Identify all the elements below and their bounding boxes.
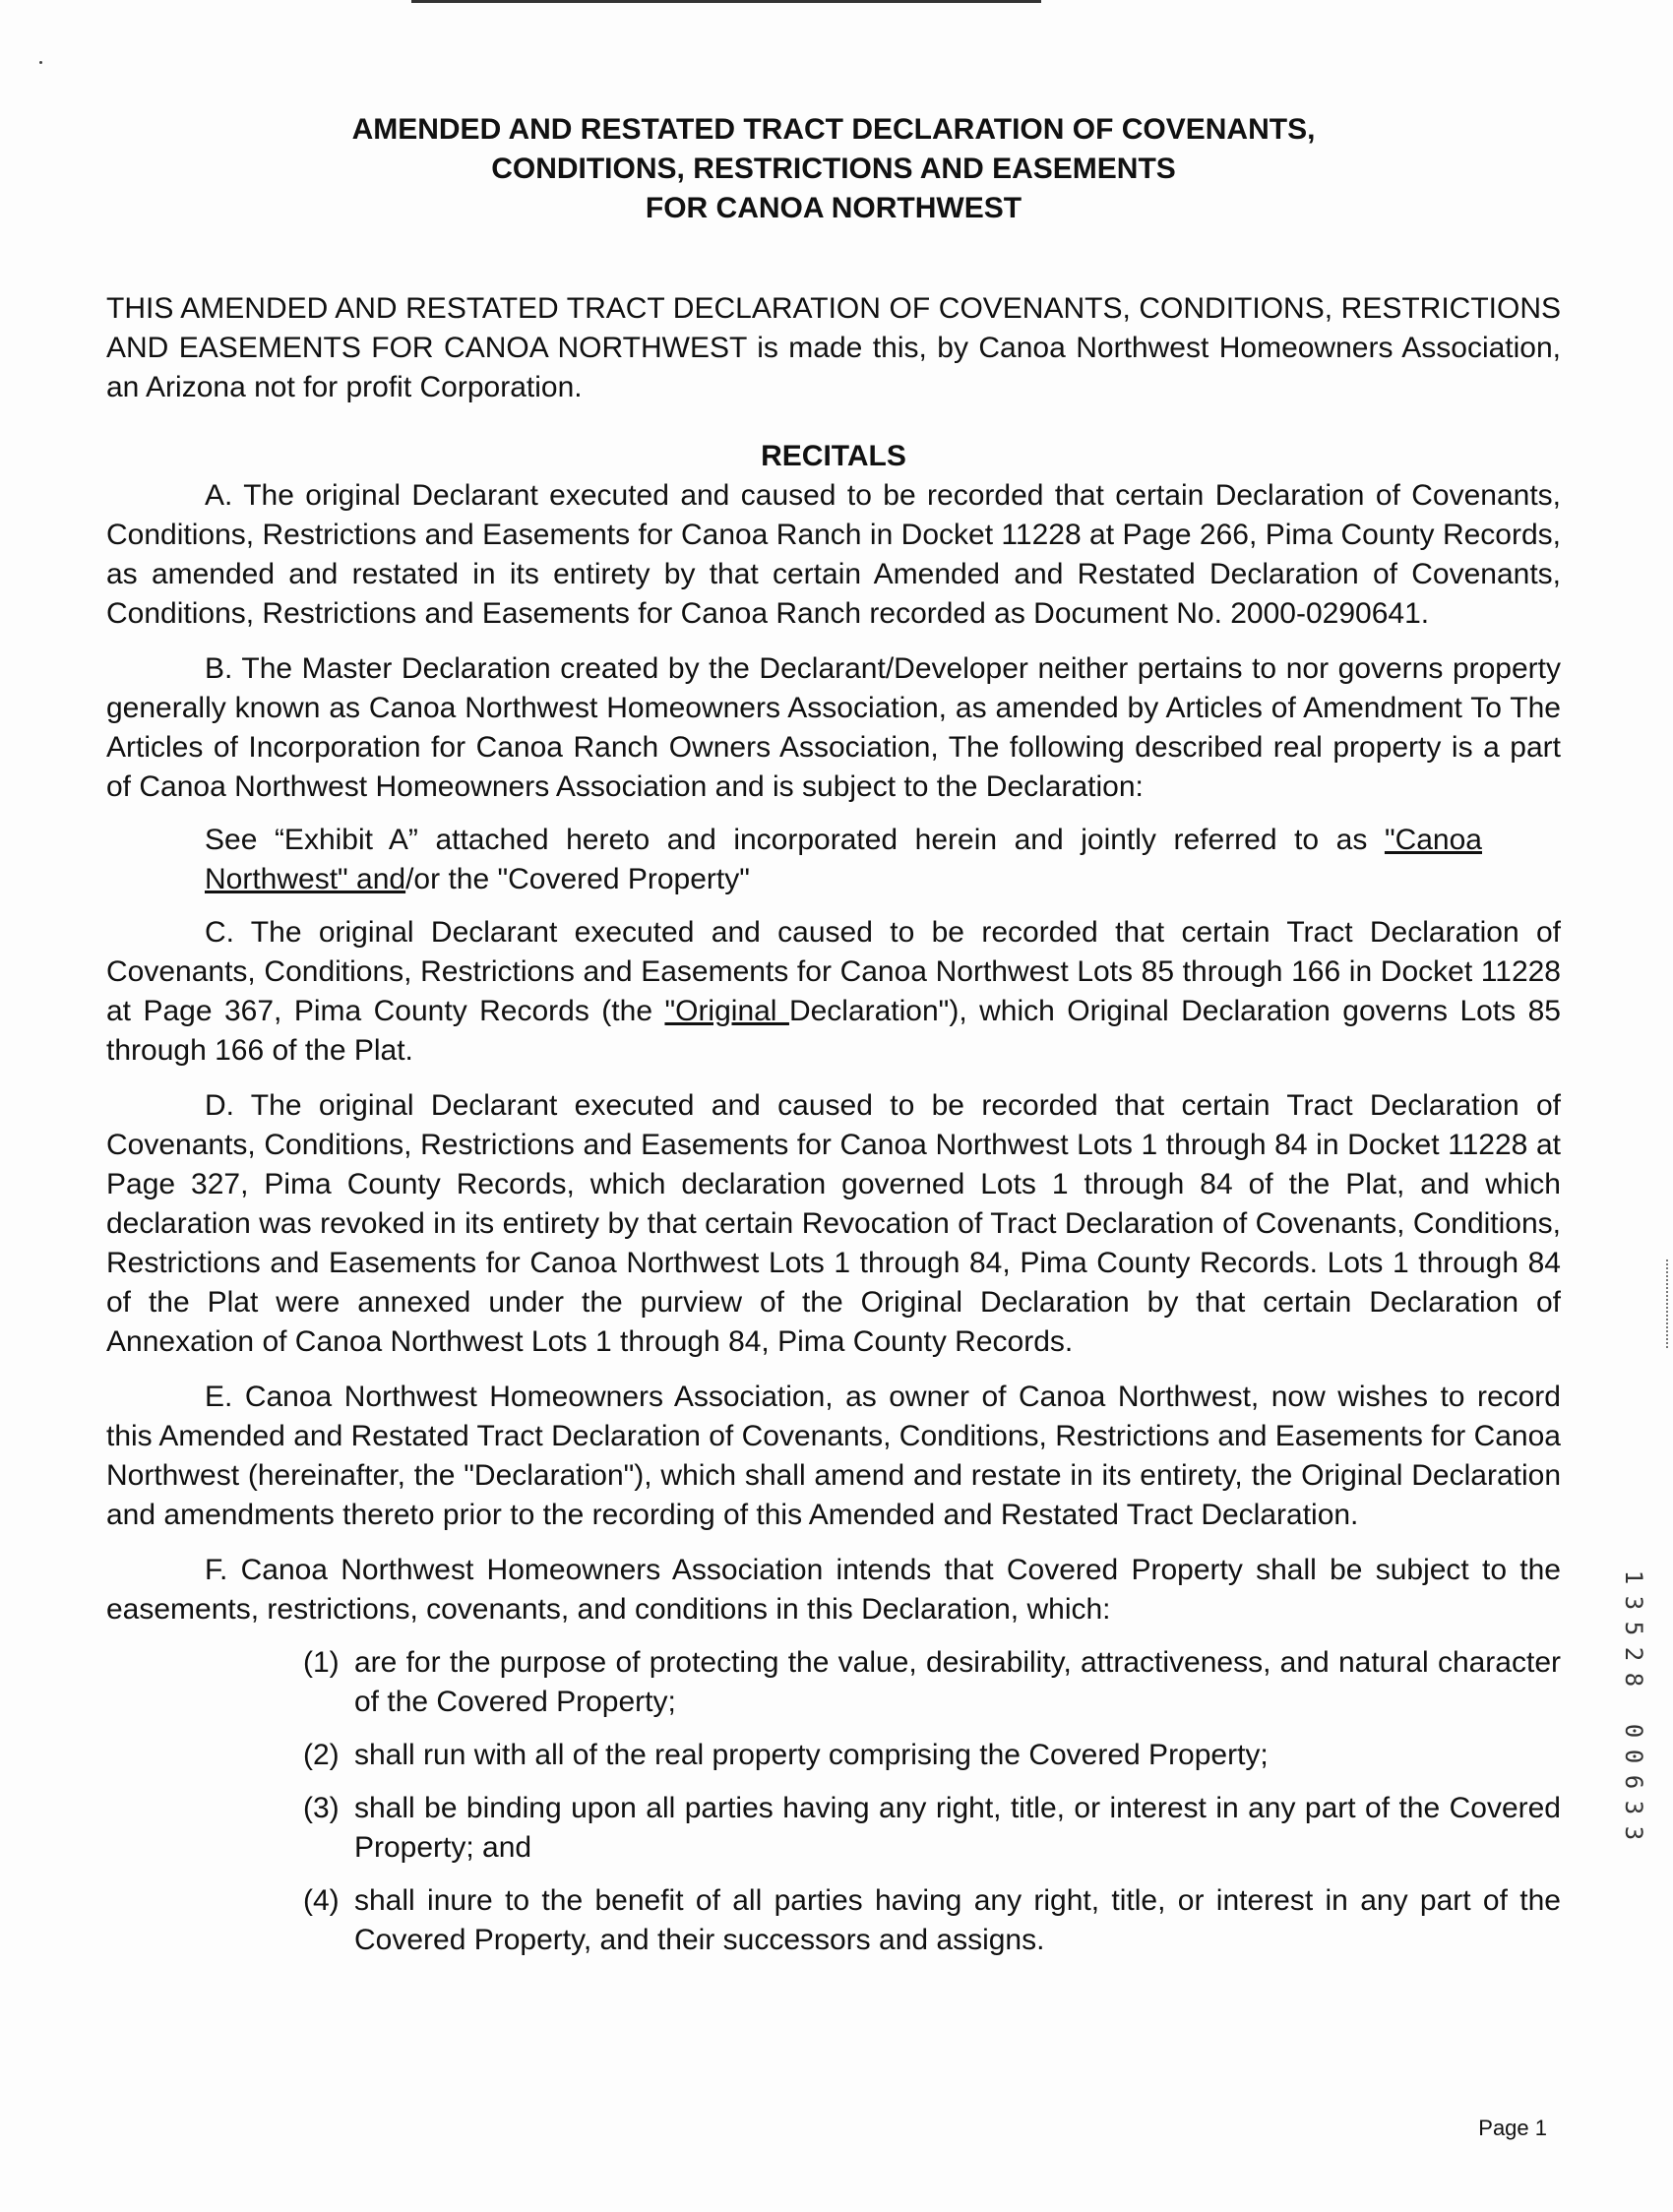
recital-d: D. The original Declarant executed and caused to be recorded that certain Tract Declaration of Covenants, Conditions, Restrictions and Easements for Canoa Northwest Lots 1 through 84 in Docket 11228 at Page 327, Pima County Records, which declaration governed Lots 1 through 84 of the Plat, and which declaration was revoked in its entirety by that certain Revocation of Tract Declaration of Covenants, Conditions, Restrictions and Easements for Canoa Northwest Lots 1 through 84, Pima County Records. Lots 1 through 84 of the Plat were annexed under the purview of the Original Declaration by that certain Declaration of Annexation of Canoa Northwest Lots 1 through 84, Pima County Records. [106, 1089, 1561, 1358]
recital-a: A. The original Declarant executed and caused to be recorded that certain Declaration of Covenants, Conditions, Restrictions and Easements for Canoa Ranch in Docket 11228 at Page 266, Pima County Records, as amended and restated in its entirety by that certain Amended and Restated Declaration of Covenants, Conditions, Restrictions and Easements for Canoa Ranch recorded as Document No. 2000-0290641. [106, 479, 1561, 630]
document-title [106, 110, 1561, 228]
stamp-digit: 1 [1620, 1569, 1647, 1585]
stamp-digit: 0 [1620, 1749, 1647, 1764]
stamp-digit: 2 [1620, 1646, 1647, 1662]
recital-c [106, 913, 1561, 1071]
exhibit-underlined: "Canoa Northwest" and [205, 824, 1482, 895]
stamp-digit: 3 [1620, 1595, 1647, 1611]
list-text: shall run with all of the real property comprising the Covered Property; [354, 1739, 1269, 1771]
stamp-digit: 3 [1620, 1825, 1647, 1841]
list-item [303, 1789, 1561, 1868]
title-line: FOR CANOA NORTHWEST [645, 192, 1022, 224]
title-line: CONDITIONS, RESTRICTIONS AND EASEMENTS [491, 153, 1176, 185]
exhibit-text: See “Exhibit A” attached hereto and incorporated herein and jointly referred to as [205, 824, 1385, 856]
recital-e: E. Canoa Northwest Homeowners Association, as owner of Canoa Northwest, now wishes to record this Amended and Restated Tract Declaration of Covenants, Conditions, Restrictions and Easements for Canoa Northwest (hereinafter, the "Declaration"), which shall amend and restate in its entirety, the Original Declaration and amendments thereto prior to the recording of this Amended and Restated Tract Declaration. [106, 1381, 1561, 1531]
page-number: Page 1 [1478, 2116, 1547, 2140]
list-number: (4) [303, 1884, 340, 1917]
recital-c-underlined: "Original [664, 995, 789, 1027]
conditions-list [303, 1643, 1561, 1960]
recital-f: F. Canoa Northwest Homeowners Association intends that Covered Property shall be subject to the easements, restrictions, covenants, and conditions in this Declaration, which: [106, 1554, 1561, 1626]
list-text: shall inure to the benefit of all parties having any right, title, or interest in any part of the Covered Property, and their successors and assigns. [354, 1884, 1561, 1956]
stamp-digit: 0 [1620, 1723, 1647, 1739]
stamp-digit: 3 [1620, 1800, 1647, 1815]
scan-speck [39, 61, 42, 64]
title-line: AMENDED AND RESTATED TRACT DECLARATION OF COVENANTS, [351, 113, 1316, 146]
recital-c-text-end: Declaration"), which Original Declaration governs Lots 85 through 166 of the Plat. [106, 995, 1561, 1067]
list-item [303, 1736, 1561, 1775]
list-item [303, 1643, 1561, 1722]
scan-dots [1666, 1260, 1670, 1348]
intro-paragraph: THIS AMENDED AND RESTATED TRACT DECLARATION OF COVENANTS, CONDITIONS, RESTRICTIONS AND EASEMENTS FOR CANOA NORTHWEST is made this, by Canoa Northwest Homeowners Association, an Arizona not for profit Corporation. [106, 292, 1561, 403]
list-number: (3) [303, 1792, 340, 1824]
recital-c-text: C. The original Declarant executed and caused to be recorded that certain Tract Declaration of Covenants, Conditions, Restrictions and Easements for Canoa Northwest Lots 85 through 166 in Docket 11228 at Page 367, Pima County Records (the [106, 916, 1561, 1027]
document-body [106, 110, 1561, 1974]
list-text: are for the purpose of protecting the value, desirability, attractiveness, and natural character of the Covered Property; [354, 1646, 1561, 1718]
scan-artifact-line [411, 0, 1041, 3]
exhibit-text-end: /or the "Covered Property" [405, 863, 750, 895]
exhibit-reference [205, 821, 1482, 899]
stamp-digit: 6 [1620, 1774, 1647, 1790]
list-text: shall be binding upon all parties having any right, title, or interest in any part of the Covered Property; and [354, 1792, 1561, 1864]
stamp-digit: 8 [1620, 1672, 1647, 1688]
recital-b: B. The Master Declaration created by the Declarant/Developer neither pertains to nor governs property generally known as Canoa Northwest Homeowners Association, as amended by Articles of Amendment To The Articles of Incorporation for Canoa Ranch Owners Association, The following described real property is a part of Canoa Northwest Homeowners Association and is subject to the Declaration: [106, 652, 1561, 803]
list-item [303, 1881, 1561, 1960]
stamp-digit: 5 [1620, 1621, 1647, 1636]
recording-stamp [1614, 1565, 1653, 1846]
recitals-heading: RECITALS [761, 440, 906, 472]
list-number: (2) [303, 1739, 340, 1771]
list-number: (1) [303, 1646, 340, 1679]
